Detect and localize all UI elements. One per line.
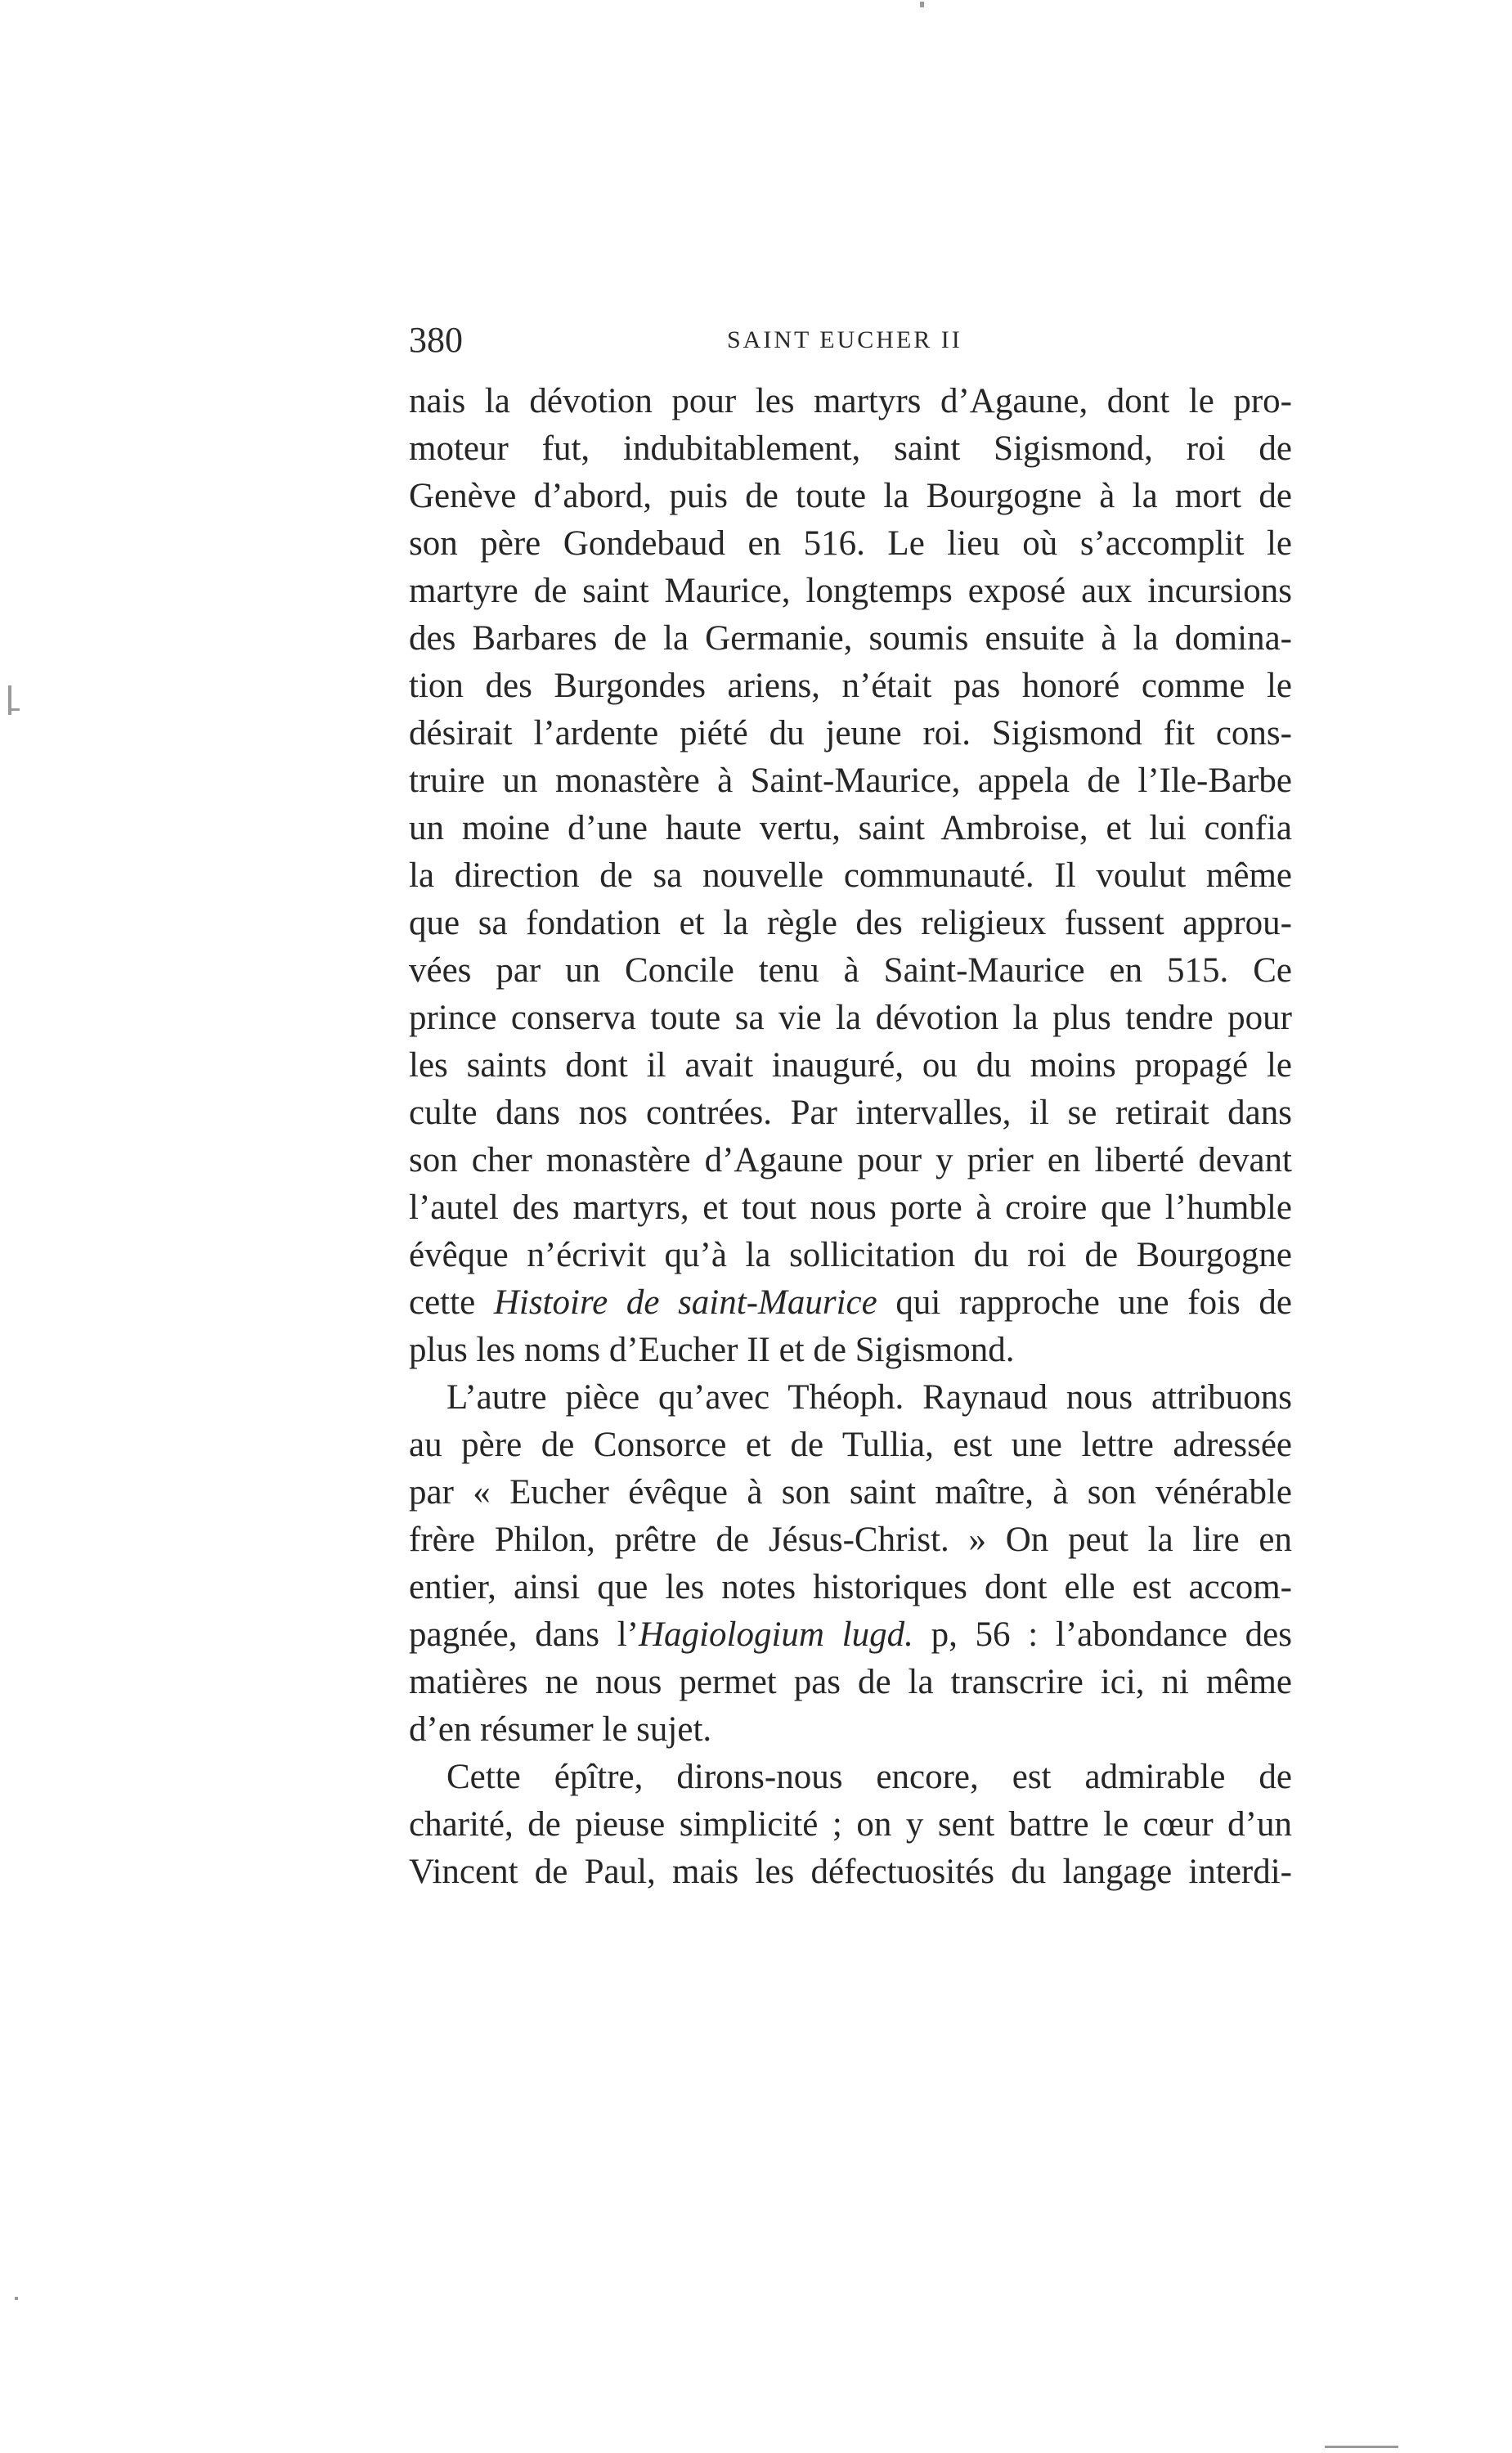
text-line: charité, de pieuse simplicité ; on y sent battre le cœur d’un	[409, 1805, 1292, 1844]
text-line: les saints dont il avait inauguré, ou du moins propagé le	[409, 1046, 1292, 1085]
margin-speck	[1325, 2446, 1398, 2448]
text-line: la direction de sa nouvelle communauté. Il voulut même	[409, 856, 1292, 895]
text-fragment: p, 56 : l’abondance des	[913, 1615, 1292, 1654]
paragraph-3	[409, 1754, 1292, 1896]
text-line: Genève d’abord, puis de toute la Bourgogne à la mort de	[409, 477, 1292, 515]
text-line: son cher monastère d’Agaune pour y prier en liberté devant	[409, 1141, 1292, 1179]
text-fragment: pagnée, dans l’	[409, 1615, 639, 1654]
text-line: nais la dévotion pour les martyrs d’Agaune, dont le pro-	[409, 382, 1292, 420]
text-line: entier, ainsi que les notes historiques dont elle est accom-	[409, 1568, 1292, 1606]
text-line: culte dans nos contrées. Par intervalles, il se retirait dans	[409, 1094, 1292, 1132]
text-line-with-title	[409, 1611, 1292, 1659]
text-line: frère Philon, prêtre de Jésus-Christ. » On peut la lire en	[409, 1521, 1292, 1559]
text-line: vées par un Concile tenu à Saint-Maurice en 515. Ce	[409, 951, 1292, 990]
text-line: son père Gondebaud en 516. Le lieu où s’accomplit le	[409, 524, 1292, 563]
paragraph-2	[409, 1374, 1292, 1754]
text-line: tion des Burgondes ariens, n’était pas honoré comme le	[409, 667, 1292, 705]
text-line: moteur fut, indubitablement, saint Sigismond, roi de	[409, 429, 1292, 468]
text-line: des Barbares de la Germanie, soumis ensuite à la domina-	[409, 619, 1292, 658]
text-line: truire un monastère à Saint-Maurice, appela de l’Ile-Barbe	[409, 762, 1292, 800]
text-line: matières ne nous permet pas de la transcrire ici, ni même	[409, 1663, 1292, 1701]
body-text	[409, 378, 1292, 1896]
margin-speck	[920, 2, 924, 7]
text-line: plus les noms d’Eucher II et de Sigismond.	[409, 1331, 1015, 1369]
text-line: d’en résumer le sujet.	[409, 1710, 712, 1749]
text-line: par « Eucher évêque à son saint maître, à son vénérable	[409, 1473, 1292, 1512]
text-line: évêque n’écrivit qu’à la sollicitation du roi de Bourgogne	[409, 1236, 1292, 1274]
text-line: L’autre pièce qu’avec Théoph. Raynaud nous attribuons	[446, 1378, 1292, 1417]
text-line-with-title	[409, 1279, 1292, 1327]
text-line: un moine d’une haute vertu, saint Ambroise, et lui confia	[409, 809, 1292, 847]
text-line: désirait l’ardente piété du jeune roi. Sigismond fit cons-	[409, 714, 1292, 753]
text-line: au père de Consorce et de Tullia, est une lettre adressée	[409, 1426, 1292, 1464]
text-line: Cette épître, dirons-nous encore, est admirable de	[446, 1758, 1292, 1796]
text-line: Vincent de Paul, mais les défectuosités du langage interdi-	[409, 1853, 1292, 1891]
running-head: SAINT EUCHER II	[727, 326, 962, 353]
work-title: Histoire de saint-Maurice	[493, 1283, 877, 1322]
page-header	[409, 312, 1308, 370]
text-line: que sa fondation et la règle des religieux fussent approu-	[409, 904, 1292, 942]
margin-speck	[11, 708, 20, 711]
page-number: 380	[409, 320, 463, 360]
text-line: prince conserva toute sa vie la dévotion la plus tendre pour	[409, 999, 1292, 1037]
text-fragment: qui rapproche une fois de	[877, 1283, 1292, 1322]
text-line: martyre de saint Maurice, longtemps exposé aux incursions	[409, 572, 1292, 610]
paragraph-1	[409, 378, 1292, 1374]
margin-speck	[15, 2297, 18, 2300]
text-line: l’autel des martyrs, et tout nous porte à croire que l’humble	[409, 1188, 1292, 1227]
work-title: Hagiologium lugd.	[639, 1615, 913, 1654]
text-fragment: cette	[409, 1283, 494, 1322]
